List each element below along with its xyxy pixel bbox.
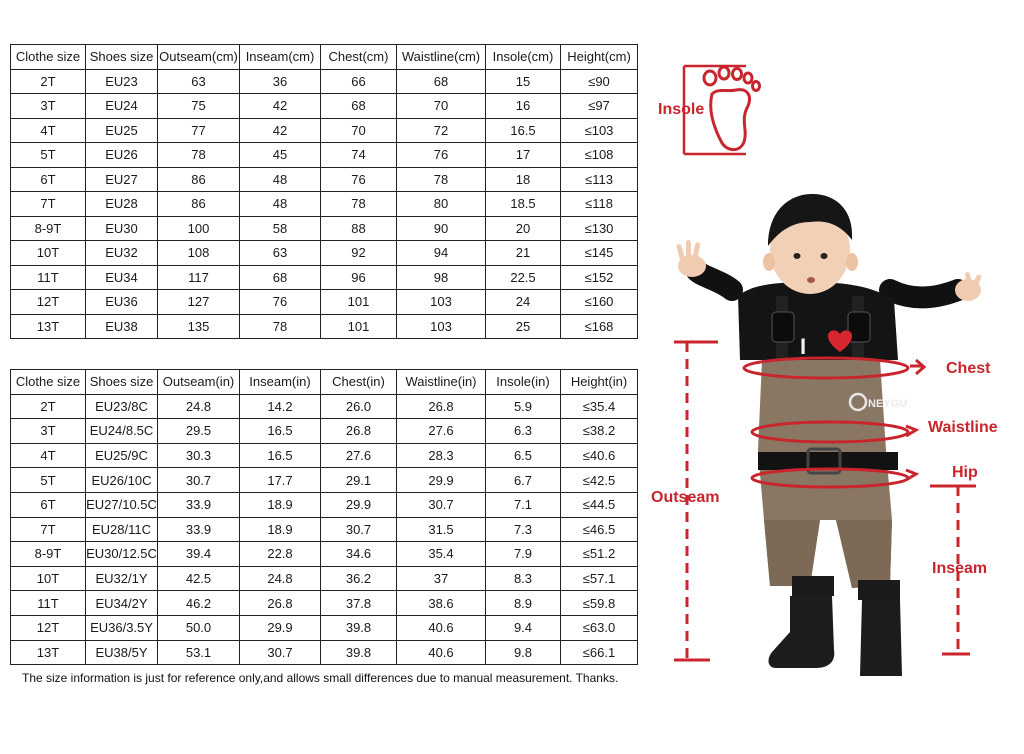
- table-row: [11, 167, 638, 192]
- table-cell: EU34: [86, 265, 158, 290]
- shirt-print-letter: I: [800, 334, 807, 359]
- table-row: [11, 216, 638, 241]
- table-cell: EU32: [86, 241, 158, 266]
- table-cell: 42.5: [158, 566, 240, 591]
- insole-label: Insole: [658, 101, 705, 118]
- table-cell: 76: [240, 290, 321, 315]
- table-cell: ≤66.1: [561, 640, 638, 665]
- table-cell: 108: [158, 241, 240, 266]
- table-cell: 3T: [11, 419, 86, 444]
- table-cell: EU26: [86, 143, 158, 168]
- table-cell: EU27/10.5C: [86, 492, 158, 517]
- table-row: [11, 118, 638, 143]
- table-cell: 86: [158, 192, 240, 217]
- table-cell: 40.6: [397, 640, 486, 665]
- table-cell: 4T: [11, 443, 86, 468]
- table-cell: 29.9: [240, 615, 321, 640]
- right-boot: [860, 600, 902, 676]
- table-cell: 18.5: [486, 192, 561, 217]
- table-cell: 14.2: [240, 394, 321, 419]
- table-cell: 2T: [11, 69, 86, 94]
- table-cell: 29.1: [321, 468, 397, 493]
- table-row: [11, 468, 638, 493]
- table-cell: 8.9: [486, 591, 561, 616]
- table-cell: ≤42.5: [561, 468, 638, 493]
- table-cell: 78: [397, 167, 486, 192]
- size-table-cm-body: [11, 45, 638, 339]
- table-cell: EU23/8C: [86, 394, 158, 419]
- table-cell: 96: [321, 265, 397, 290]
- table-row: [11, 394, 638, 419]
- column-header: Chest(in): [321, 370, 397, 395]
- table-cell: ≤63.0: [561, 615, 638, 640]
- column-header: Insole(in): [486, 370, 561, 395]
- table-row: [11, 241, 638, 266]
- left-hand: [676, 240, 706, 277]
- table-cell: 22.5: [486, 265, 561, 290]
- table-cell: 63: [240, 241, 321, 266]
- table-header-row: [11, 370, 638, 395]
- table-cell: 7.1: [486, 492, 561, 517]
- table-cell: ≤113: [561, 167, 638, 192]
- table-cell: ≤46.5: [561, 517, 638, 542]
- table-cell: 75: [158, 94, 240, 119]
- table-cell: 68: [397, 69, 486, 94]
- table-cell: 90: [397, 216, 486, 241]
- table-cell: EU27: [86, 167, 158, 192]
- table-cell: EU28: [86, 192, 158, 217]
- column-header: Clothe size: [11, 370, 86, 395]
- table-cell: 98: [397, 265, 486, 290]
- table-header-row: [11, 45, 638, 70]
- table-cell: 18: [486, 167, 561, 192]
- column-header: Height(cm): [561, 45, 638, 70]
- table-cell: 16.5: [486, 118, 561, 143]
- table-cell: 8-9T: [11, 216, 86, 241]
- table-cell: 45: [240, 143, 321, 168]
- table-cell: 5.9: [486, 394, 561, 419]
- table-cell: 34.6: [321, 542, 397, 567]
- table-cell: 6T: [11, 167, 86, 192]
- column-header: Clothe size: [11, 45, 86, 70]
- column-header: Insole(cm): [486, 45, 561, 70]
- table-cell: ≤160: [561, 290, 638, 315]
- table-cell: ≤40.6: [561, 443, 638, 468]
- table-row: [11, 640, 638, 665]
- table-cell: EU34/2Y: [86, 591, 158, 616]
- table-cell: 30.7: [240, 640, 321, 665]
- table-cell: 35.4: [397, 542, 486, 567]
- table-cell: 21: [486, 241, 561, 266]
- table-row: [11, 94, 638, 119]
- table-cell: 42: [240, 118, 321, 143]
- table-cell: 30.7: [158, 468, 240, 493]
- table-cell: 7T: [11, 192, 86, 217]
- table-cell: EU30: [86, 216, 158, 241]
- table-cell: 11T: [11, 265, 86, 290]
- table-cell: 18.9: [240, 517, 321, 542]
- table-cell: 24: [486, 290, 561, 315]
- table-cell: 36: [240, 69, 321, 94]
- table-cell: 92: [321, 241, 397, 266]
- table-cell: 6.3: [486, 419, 561, 444]
- table-cell: 22.8: [240, 542, 321, 567]
- table-cell: 33.9: [158, 492, 240, 517]
- footprint-icon: [704, 67, 760, 150]
- table-cell: ≤38.2: [561, 419, 638, 444]
- table-cell: ≤44.5: [561, 492, 638, 517]
- table-cell: 100: [158, 216, 240, 241]
- table-cell: 5T: [11, 143, 86, 168]
- table-cell: 10T: [11, 241, 86, 266]
- table-cell: 30.3: [158, 443, 240, 468]
- column-header: Waistline(in): [397, 370, 486, 395]
- table-cell: 11T: [11, 591, 86, 616]
- table-cell: 18.9: [240, 492, 321, 517]
- right-hand: [955, 272, 982, 301]
- table-cell: EU24: [86, 94, 158, 119]
- waistline-label: Waistline: [928, 419, 998, 436]
- table-cell: 29.5: [158, 419, 240, 444]
- table-cell: ≤168: [561, 314, 638, 339]
- table-cell: 37.8: [321, 591, 397, 616]
- table-cell: 9.4: [486, 615, 561, 640]
- column-header: Outseam(cm): [158, 45, 240, 70]
- table-row: [11, 615, 638, 640]
- table-cell: 26.8: [397, 394, 486, 419]
- size-table-cm: [10, 44, 638, 339]
- table-row: [11, 443, 638, 468]
- table-cell: 33.9: [158, 517, 240, 542]
- table-cell: 76: [397, 143, 486, 168]
- size-table-in-body: [11, 370, 638, 665]
- table-row: [11, 314, 638, 339]
- table-cell: 74: [321, 143, 397, 168]
- table-cell: 29.9: [321, 492, 397, 517]
- table-cell: EU30/12.5C: [86, 542, 158, 567]
- table-cell: 117: [158, 265, 240, 290]
- table-cell: 39.8: [321, 640, 397, 665]
- table-row: [11, 492, 638, 517]
- table-cell: 6T: [11, 492, 86, 517]
- table-cell: 26.8: [240, 591, 321, 616]
- table-cell: 27.6: [397, 419, 486, 444]
- table-cell: 66: [321, 69, 397, 94]
- size-table-in: [10, 369, 638, 665]
- wader-belt: [758, 452, 898, 470]
- column-header: Shoes size: [86, 370, 158, 395]
- table-row: [11, 143, 638, 168]
- table-cell: 70: [321, 118, 397, 143]
- table-cell: 16.5: [240, 419, 321, 444]
- table-row: [11, 265, 638, 290]
- table-cell: 36.2: [321, 566, 397, 591]
- table-cell: 2T: [11, 394, 86, 419]
- table-cell: 10T: [11, 566, 86, 591]
- table-cell: 86: [158, 167, 240, 192]
- table-cell: 48: [240, 167, 321, 192]
- chest-label: Chest: [946, 360, 991, 377]
- column-header: Outseam(in): [158, 370, 240, 395]
- table-cell: 78: [240, 314, 321, 339]
- table-cell: 16.5: [240, 443, 321, 468]
- table-cell: 37: [397, 566, 486, 591]
- table-cell: EU24/8.5C: [86, 419, 158, 444]
- table-cell: 39.8: [321, 615, 397, 640]
- table-cell: ≤118: [561, 192, 638, 217]
- table-cell: 20: [486, 216, 561, 241]
- table-cell: 78: [158, 143, 240, 168]
- table-cell: 46.2: [158, 591, 240, 616]
- table-cell: ≤59.8: [561, 591, 638, 616]
- table-cell: 48: [240, 192, 321, 217]
- table-cell: 88: [321, 216, 397, 241]
- table-row: [11, 69, 638, 94]
- table-row: [11, 419, 638, 444]
- table-cell: 4T: [11, 118, 86, 143]
- inseam-label: Inseam: [932, 560, 988, 577]
- table-cell: 5T: [11, 468, 86, 493]
- column-header: Inseam(in): [240, 370, 321, 395]
- table-cell: 72: [397, 118, 486, 143]
- measurement-figure: [640, 0, 1024, 749]
- table-cell: 29.9: [397, 468, 486, 493]
- table-cell: EU25: [86, 118, 158, 143]
- table-row: [11, 591, 638, 616]
- table-cell: 80: [397, 192, 486, 217]
- table-row: [11, 542, 638, 567]
- table-cell: 17.7: [240, 468, 321, 493]
- table-cell: 24.8: [158, 394, 240, 419]
- disclaimer-note: The size information is just for reference only,and allows small differences due to manual measurement. Thanks.: [22, 671, 619, 685]
- table-cell: 78: [321, 192, 397, 217]
- table-cell: 103: [397, 314, 486, 339]
- table-cell: 13T: [11, 314, 86, 339]
- table-cell: ≤90: [561, 69, 638, 94]
- table-cell: 26.0: [321, 394, 397, 419]
- table-cell: 12T: [11, 290, 86, 315]
- table-cell: 6.7: [486, 468, 561, 493]
- table-cell: 15: [486, 69, 561, 94]
- table-cell: EU38: [86, 314, 158, 339]
- table-cell: ≤108: [561, 143, 638, 168]
- table-cell: 30.7: [321, 517, 397, 542]
- table-cell: 50.0: [158, 615, 240, 640]
- table-cell: ≤145: [561, 241, 638, 266]
- table-cell: ≤51.2: [561, 542, 638, 567]
- table-cell: 17: [486, 143, 561, 168]
- table-cell: ≤103: [561, 118, 638, 143]
- table-row: [11, 566, 638, 591]
- table-cell: 53.1: [158, 640, 240, 665]
- table-cell: 101: [321, 314, 397, 339]
- table-row: [11, 517, 638, 542]
- column-header: Waistline(cm): [397, 45, 486, 70]
- table-cell: 103: [397, 290, 486, 315]
- table-cell: 13T: [11, 640, 86, 665]
- svg-text:NEYGU: NEYGU: [868, 398, 908, 410]
- table-cell: EU32/1Y: [86, 566, 158, 591]
- table-cell: EU38/5Y: [86, 640, 158, 665]
- table-cell: 24.8: [240, 566, 321, 591]
- column-header: Height(in): [561, 370, 638, 395]
- table-cell: 28.3: [397, 443, 486, 468]
- table-cell: ≤97: [561, 94, 638, 119]
- table-cell: EU28/11C: [86, 517, 158, 542]
- table-cell: EU36/3.5Y: [86, 615, 158, 640]
- table-cell: 68: [321, 94, 397, 119]
- table-row: [11, 192, 638, 217]
- table-cell: EU23: [86, 69, 158, 94]
- hip-label: Hip: [952, 464, 978, 481]
- table-cell: 7.3: [486, 517, 561, 542]
- table-cell: EU26/10C: [86, 468, 158, 493]
- table-cell: 135: [158, 314, 240, 339]
- table-cell: 42: [240, 94, 321, 119]
- table-row: [11, 290, 638, 315]
- left-boot: [769, 596, 835, 668]
- table-cell: ≤57.1: [561, 566, 638, 591]
- table-cell: 27.6: [321, 443, 397, 468]
- table-cell: 16: [486, 94, 561, 119]
- table-cell: 9.8: [486, 640, 561, 665]
- table-cell: 70: [397, 94, 486, 119]
- table-cell: 76: [321, 167, 397, 192]
- column-header: Inseam(cm): [240, 45, 321, 70]
- table-cell: 26.8: [321, 419, 397, 444]
- table-cell: 6.5: [486, 443, 561, 468]
- column-header: Shoes size: [86, 45, 158, 70]
- table-cell: 7T: [11, 517, 86, 542]
- table-cell: EU25/9C: [86, 443, 158, 468]
- table-cell: ≤152: [561, 265, 638, 290]
- table-cell: 94: [397, 241, 486, 266]
- table-cell: 12T: [11, 615, 86, 640]
- table-cell: 63: [158, 69, 240, 94]
- table-cell: 25: [486, 314, 561, 339]
- table-cell: 40.6: [397, 615, 486, 640]
- table-cell: 58: [240, 216, 321, 241]
- column-header: Chest(cm): [321, 45, 397, 70]
- table-cell: ≤130: [561, 216, 638, 241]
- table-cell: 38.6: [397, 591, 486, 616]
- table-cell: 39.4: [158, 542, 240, 567]
- table-cell: 8.3: [486, 566, 561, 591]
- table-cell: 101: [321, 290, 397, 315]
- table-cell: 77: [158, 118, 240, 143]
- table-cell: 68: [240, 265, 321, 290]
- table-cell: 7.9: [486, 542, 561, 567]
- table-cell: 8-9T: [11, 542, 86, 567]
- table-cell: ≤35.4: [561, 394, 638, 419]
- table-cell: EU36: [86, 290, 158, 315]
- table-cell: 3T: [11, 94, 86, 119]
- table-cell: 31.5: [397, 517, 486, 542]
- table-cell: 30.7: [397, 492, 486, 517]
- outseam-label: Outseam: [651, 489, 720, 506]
- table-cell: 127: [158, 290, 240, 315]
